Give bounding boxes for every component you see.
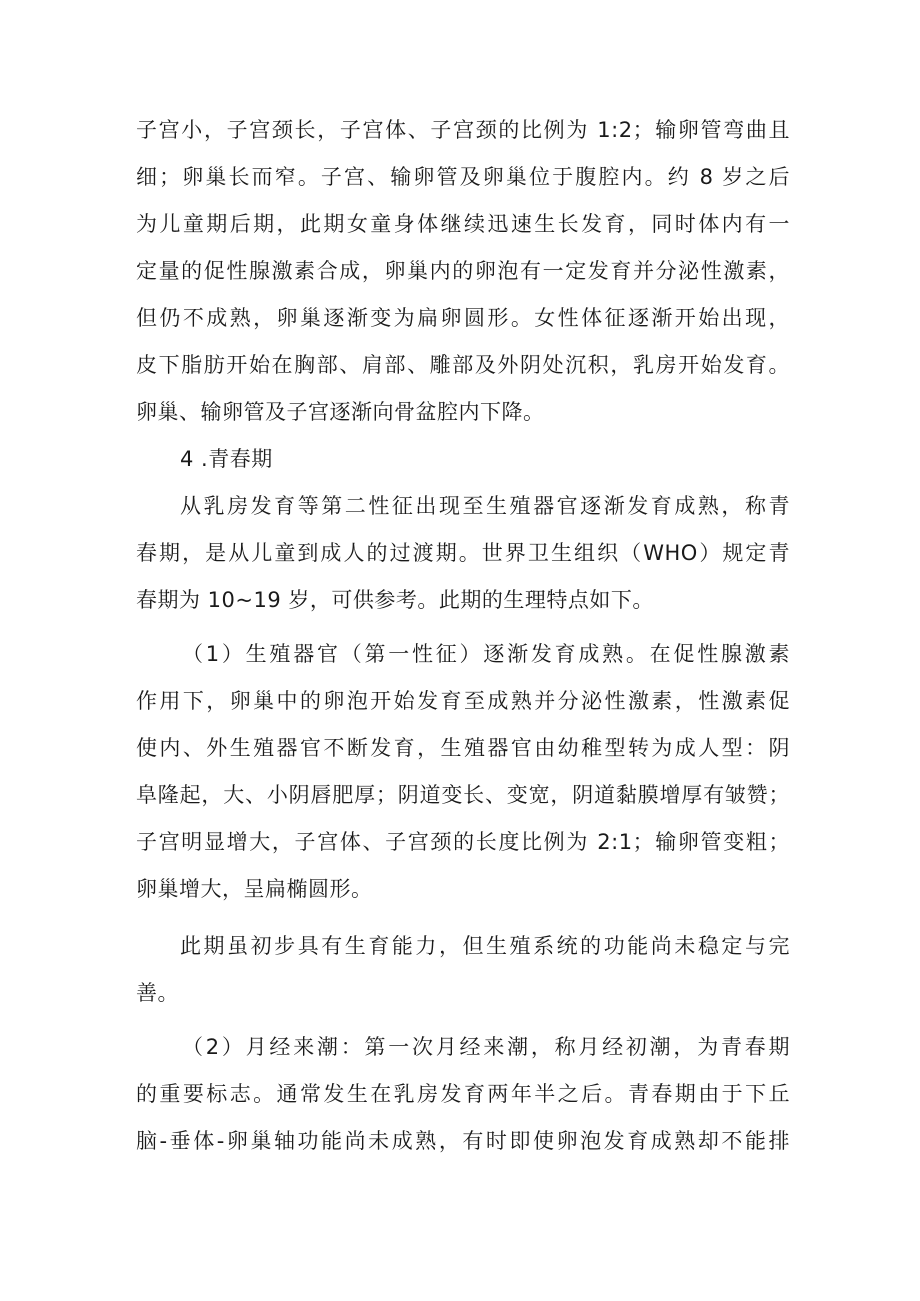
paragraph-line: 脑-垂体-卵巢轴功能尚未成熟，有时即使卵泡发育成熟却不能排 xyxy=(136,1129,790,1153)
paragraph-line: 但仍不成熟，卵巢逐渐变为扁卵圆形。女性体征逐渐开始出现， xyxy=(136,306,790,330)
paragraph-line: 善。 xyxy=(136,981,179,1005)
paragraph-line: 子宫明显增大，子宫体、子宫颈的长度比例为 2:1；输卵管变粗； xyxy=(136,830,790,854)
paragraph-line: 春期为 10~19 岁，可供参考。此期的生理特点如下。 xyxy=(136,588,654,612)
paragraph-line: 为儿童期后期，此期女童身体继续迅速生长发育，同时体内有一 xyxy=(136,212,790,236)
paragraph-line: （2）月经来潮：第一次月经来潮，称月经初潮，为青春期 xyxy=(182,1035,790,1059)
paragraph-line: 细；卵巢长而窄。子宫、输卵管及卵巢位于腹腔内。约 8 岁之后 xyxy=(136,165,790,189)
paragraph-line: 卵巢增大，呈扁椭圆形。 xyxy=(136,877,373,901)
paragraph-line: 此期虽初步具有生育能力，但生殖系统的功能尚未稳定与完 xyxy=(180,934,790,958)
section-heading: 4 .青春期 xyxy=(180,447,273,471)
paragraph-line: 定量的促性腺激素合成，卵巢内的卵泡有一定发育并分泌性激素， xyxy=(136,259,790,283)
paragraph-line: （1）生殖器官（第一性征）逐渐发育成熟。在促性腺激素 xyxy=(182,642,790,666)
paragraph-line: 从乳房发育等第二性征出现至生殖器官逐渐发育成熟，称青 xyxy=(180,494,790,518)
paragraph-line: 的重要标志。通常发生在乳房发育两年半之后。青春期由于下丘 xyxy=(136,1082,790,1106)
paragraph-line: 春期，是从儿童到成人的过渡期。世界卫生组织（WHO）规定青 xyxy=(136,541,790,565)
paragraph-line: 皮下脂肪开始在胸部、肩部、雕部及外阴处沉积，乳房开始发育。 xyxy=(136,353,790,377)
paragraph-line: 卵巢、输卵管及子宫逐渐向骨盆腔内下降。 xyxy=(136,400,545,424)
paragraph-line: 使内、外生殖器官不断发育，生殖器官由幼稚型转为成人型：阴 xyxy=(136,736,790,760)
paragraph-line: 子宫小，子宫颈长，子宫体、子宫颈的比例为 1:2；输卵管弯曲且 xyxy=(136,118,790,142)
paragraph-line: 阜隆起，大、小阴唇肥厚；阴道变长、变宽，阴道黏膜增厚有皱赞； xyxy=(136,783,790,807)
paragraph-line: 作用下，卵巢中的卵泡开始发育至成熟并分泌性激素，性激素促 xyxy=(136,689,790,713)
